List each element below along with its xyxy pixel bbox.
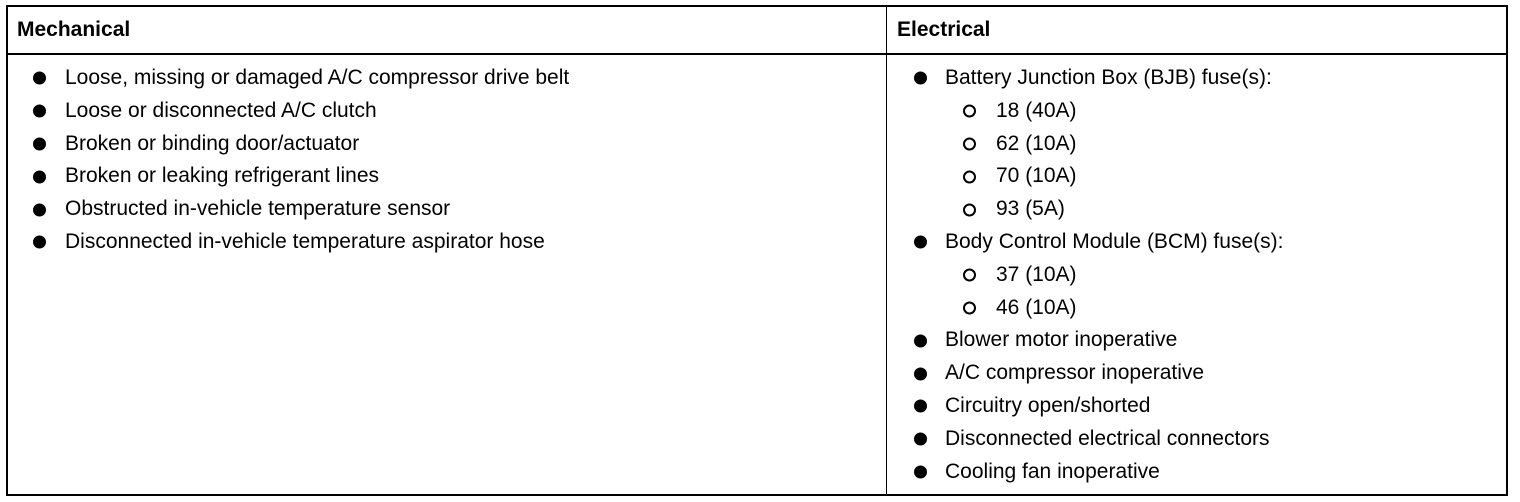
list-item <box>8 226 886 259</box>
list-item <box>887 423 1506 456</box>
hollow-circle-bullet-icon <box>963 269 976 282</box>
list-item <box>887 62 1506 95</box>
filled-circle-bullet-icon <box>33 105 46 118</box>
list-item-text: 18 (40A) <box>996 98 1077 122</box>
filled-circle-bullet-icon <box>914 334 927 347</box>
sub-list-item <box>887 95 1506 128</box>
hollow-circle-bullet-icon <box>963 105 976 118</box>
filled-circle-bullet-icon <box>33 137 46 150</box>
list-item <box>887 324 1506 357</box>
mechanical-list <box>8 62 886 259</box>
list-item-text: Obstructed in-vehicle temperature sensor <box>65 197 451 221</box>
filled-circle-bullet-icon <box>914 72 927 85</box>
list-item-text: 93 (5A) <box>996 197 1065 221</box>
list-item-text: Broken or binding door/actuator <box>65 131 360 155</box>
list-item <box>887 390 1506 423</box>
list-item-text: Broken or leaking refrigerant lines <box>65 164 379 188</box>
filled-circle-bullet-icon <box>914 433 927 446</box>
header-mechanical: Mechanical <box>17 18 131 41</box>
list-item-text: 37 (10A) <box>996 262 1077 286</box>
list-item-text: Battery Junction Box (BJB) fuse(s): <box>945 66 1272 89</box>
hollow-circle-bullet-icon <box>963 137 976 150</box>
list-item-text: Circuitry open/shorted <box>945 393 1151 417</box>
hollow-circle-bullet-icon <box>963 203 976 216</box>
list-item-text: 70 (10A) <box>996 164 1077 188</box>
list-item-text: Disconnected electrical connectors <box>945 426 1270 450</box>
sub-list-item <box>887 160 1506 193</box>
list-item-text: Cooling fan inoperative <box>945 459 1160 483</box>
filled-circle-bullet-icon <box>33 203 46 216</box>
filled-circle-bullet-icon <box>33 236 46 249</box>
list-item-text: A/C compressor inoperative <box>945 361 1205 385</box>
hollow-circle-bullet-icon <box>963 170 976 183</box>
list-item <box>887 456 1506 489</box>
sub-list-item <box>887 193 1506 226</box>
sub-list-item <box>887 292 1506 325</box>
sub-list-item <box>887 259 1506 292</box>
list-item-text: Loose, missing or damaged A/C compressor drive belt <box>65 66 570 89</box>
list-item <box>887 357 1506 390</box>
header-electrical: Electrical <box>897 18 991 41</box>
list-item-text: 62 (10A) <box>996 131 1077 155</box>
sub-list-item <box>887 128 1506 161</box>
list-item-text: Disconnected in-vehicle temperature aspirator hose <box>65 229 545 253</box>
list-item <box>8 160 886 193</box>
table-header-row <box>8 7 1506 55</box>
filled-circle-bullet-icon <box>914 236 927 249</box>
list-item <box>887 226 1506 259</box>
filled-circle-bullet-icon <box>33 170 46 183</box>
list-item <box>8 62 886 95</box>
filled-circle-bullet-icon <box>33 72 46 85</box>
filled-circle-bullet-icon <box>914 465 927 478</box>
list-item <box>8 193 886 226</box>
electrical-list <box>887 62 1506 488</box>
list-item-text: Loose or disconnected A/C clutch <box>65 98 377 122</box>
list-item-text: Body Control Module (BCM) fuse(s): <box>945 229 1284 253</box>
list-item-text: Blower motor inoperative <box>945 328 1178 352</box>
list-item-text: 46 (10A) <box>996 295 1077 319</box>
symptom-table <box>6 5 1508 496</box>
list-item <box>8 128 886 161</box>
hollow-circle-bullet-icon <box>963 301 976 314</box>
list-item <box>8 95 886 128</box>
filled-circle-bullet-icon <box>914 400 927 413</box>
filled-circle-bullet-icon <box>914 367 927 380</box>
